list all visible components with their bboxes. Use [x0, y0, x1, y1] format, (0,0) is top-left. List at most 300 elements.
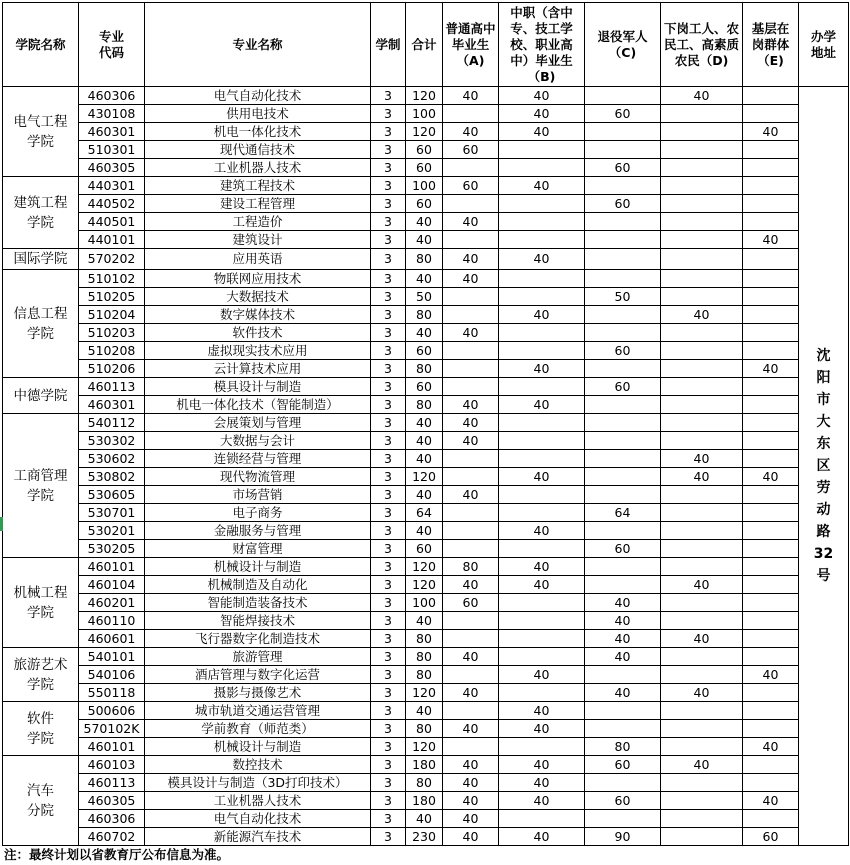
cell-years: 3: [371, 738, 406, 756]
cell-c: [585, 87, 661, 105]
cell-c: [585, 468, 661, 486]
cell-e: [743, 630, 799, 648]
cell-b: 40: [499, 558, 585, 576]
cell-total: 60: [406, 195, 443, 213]
cell-years: 3: [371, 756, 406, 774]
cell-major: 智能焊接技术: [145, 612, 371, 630]
cell-a: 40: [443, 414, 499, 432]
cell-code: 460104: [79, 576, 145, 594]
cell-years: 3: [371, 774, 406, 792]
cell-e: [743, 288, 799, 306]
cell-major: 电气自动化技术: [145, 810, 371, 828]
college-name: 电气工程学院: [3, 87, 79, 177]
cell-d: 40: [661, 468, 743, 486]
cell-major: 机电一体化技术（智能制造）: [145, 396, 371, 414]
cell-e: [743, 702, 799, 720]
cell-e: [743, 414, 799, 432]
cell-c: [585, 720, 661, 738]
cell-total: 40: [406, 270, 443, 288]
cell-b: 40: [499, 306, 585, 324]
cell-c: 50: [585, 288, 661, 306]
cell-c: [585, 576, 661, 594]
cell-e: [743, 594, 799, 612]
cell-total: 120: [406, 87, 443, 105]
table-row: [3, 792, 849, 810]
table-body: [3, 87, 849, 846]
cell-b: [499, 738, 585, 756]
cell-major: 金融服务与管理: [145, 522, 371, 540]
cell-b: [499, 432, 585, 450]
cell-b: [499, 450, 585, 468]
cell-years: 3: [371, 306, 406, 324]
cell-b: [499, 504, 585, 522]
cell-years: 3: [371, 720, 406, 738]
cell-c: [585, 249, 661, 270]
cell-code: 510204: [79, 306, 145, 324]
cell-b: [499, 288, 585, 306]
cell-d: [661, 324, 743, 342]
cell-d: [661, 504, 743, 522]
table-row: [3, 810, 849, 828]
cell-years: 3: [371, 594, 406, 612]
cell-d: [661, 414, 743, 432]
cell-years: 3: [371, 123, 406, 141]
cell-c: 60: [585, 342, 661, 360]
cell-e: [743, 195, 799, 213]
table-row: [3, 249, 849, 270]
cell-total: 64: [406, 504, 443, 522]
cell-code: 460301: [79, 396, 145, 414]
table-row: [3, 684, 849, 702]
cell-total: 50: [406, 288, 443, 306]
cell-code: 430108: [79, 105, 145, 123]
cell-a: 40: [443, 720, 499, 738]
cell-e: [743, 612, 799, 630]
table-row: [3, 828, 849, 846]
cell-d: [661, 792, 743, 810]
header-e: 基层在岗群体（E): [743, 3, 799, 87]
cell-d: [661, 270, 743, 288]
cell-code: 530605: [79, 486, 145, 504]
cell-a: [443, 666, 499, 684]
cell-c: 80: [585, 738, 661, 756]
table-row: [3, 540, 849, 558]
table-row: [3, 720, 849, 738]
cell-years: 3: [371, 396, 406, 414]
cell-code: 570102K: [79, 720, 145, 738]
cell-e: [743, 342, 799, 360]
table-row: [3, 468, 849, 486]
cell-b: [499, 594, 585, 612]
cell-code: 460601: [79, 630, 145, 648]
cell-years: 3: [371, 828, 406, 846]
cell-d: [661, 666, 743, 684]
cell-total: 40: [406, 432, 443, 450]
cell-d: [661, 702, 743, 720]
cell-code: 460113: [79, 378, 145, 396]
cell-a: 40: [443, 270, 499, 288]
cell-major: 应用英语: [145, 249, 371, 270]
table-row: [3, 105, 849, 123]
cell-years: 3: [371, 792, 406, 810]
cell-major: 连锁经营与管理: [145, 450, 371, 468]
cell-b: [499, 612, 585, 630]
cell-b: 40: [499, 249, 585, 270]
table-row: [3, 123, 849, 141]
cell-c: 60: [585, 195, 661, 213]
cell-b: [499, 270, 585, 288]
cell-years: 3: [371, 522, 406, 540]
cell-code: 510206: [79, 360, 145, 378]
cell-major: 机械设计与制造: [145, 738, 371, 756]
cell-a: 40: [443, 432, 499, 450]
cell-major: 学前教育（师范类）: [145, 720, 371, 738]
cell-c: [585, 432, 661, 450]
cell-years: 3: [371, 324, 406, 342]
cell-e: [743, 159, 799, 177]
cell-total: 40: [406, 213, 443, 231]
cell-d: [661, 177, 743, 195]
cell-major: 市场营销: [145, 486, 371, 504]
cell-code: 460101: [79, 558, 145, 576]
cell-code: 460306: [79, 810, 145, 828]
cell-d: [661, 288, 743, 306]
cell-total: 40: [406, 486, 443, 504]
cell-c: [585, 450, 661, 468]
cell-d: 40: [661, 450, 743, 468]
table-row: [3, 612, 849, 630]
cell-e: [743, 684, 799, 702]
address-cell: 沈阳市大东区劳动路32号: [799, 87, 849, 846]
cell-years: 3: [371, 432, 406, 450]
header-major: 专业名称: [145, 3, 371, 87]
cell-c: [585, 522, 661, 540]
table-row: [3, 324, 849, 342]
cell-total: 80: [406, 774, 443, 792]
cell-major: 飞行器数字化制造技术: [145, 630, 371, 648]
table-row: [3, 195, 849, 213]
cell-e: [743, 558, 799, 576]
cell-b: [499, 540, 585, 558]
cell-a: [443, 195, 499, 213]
college-name: 信息工程学院: [3, 270, 79, 378]
cell-total: 120: [406, 738, 443, 756]
cell-code: 510102: [79, 270, 145, 288]
cell-b: 40: [499, 792, 585, 810]
cell-major: 工业机器人技术: [145, 159, 371, 177]
cell-total: 60: [406, 141, 443, 159]
table-row: [3, 342, 849, 360]
cell-years: 3: [371, 342, 406, 360]
cell-d: 40: [661, 684, 743, 702]
cell-a: 40: [443, 486, 499, 504]
cell-years: 3: [371, 360, 406, 378]
cell-major: 数控技术: [145, 756, 371, 774]
cell-code: 510205: [79, 288, 145, 306]
table-row: [3, 648, 849, 666]
cell-e: [743, 486, 799, 504]
cell-code: 460305: [79, 159, 145, 177]
cell-a: [443, 504, 499, 522]
cell-c: 40: [585, 594, 661, 612]
cell-c: 40: [585, 648, 661, 666]
cell-years: 3: [371, 540, 406, 558]
cell-code: 460301: [79, 123, 145, 141]
cell-b: [499, 324, 585, 342]
cell-b: [499, 414, 585, 432]
cell-b: 40: [499, 576, 585, 594]
cell-total: 180: [406, 792, 443, 810]
cell-major: 机械制造及自动化: [145, 576, 371, 594]
cell-d: [661, 558, 743, 576]
cell-major: 模具设计与制造（3D打印技术）: [145, 774, 371, 792]
cell-years: 3: [371, 648, 406, 666]
cell-code: 500606: [79, 702, 145, 720]
table-row: [3, 666, 849, 684]
college-name: 国际学院: [3, 249, 79, 270]
cell-code: 460201: [79, 594, 145, 612]
table-row: [3, 576, 849, 594]
cell-c: [585, 774, 661, 792]
cell-total: 120: [406, 558, 443, 576]
cell-e: [743, 432, 799, 450]
college-name: 中德学院: [3, 378, 79, 414]
cell-c: 90: [585, 828, 661, 846]
cell-b: [499, 630, 585, 648]
cell-years: 3: [371, 270, 406, 288]
cell-code: 510301: [79, 141, 145, 159]
cell-a: [443, 360, 499, 378]
cell-a: 40: [443, 396, 499, 414]
cell-code: 460110: [79, 612, 145, 630]
cell-d: [661, 738, 743, 756]
cell-major: 虚拟现实技术应用: [145, 342, 371, 360]
cell-d: [661, 105, 743, 123]
row-marker: [0, 517, 3, 531]
cell-a: 40: [443, 123, 499, 141]
cell-a: [443, 738, 499, 756]
cell-total: 40: [406, 522, 443, 540]
cell-c: [585, 306, 661, 324]
cell-c: 60: [585, 159, 661, 177]
cell-major: 现代通信技术: [145, 141, 371, 159]
cell-e: [743, 141, 799, 159]
cell-e: [743, 87, 799, 105]
table-row: [3, 213, 849, 231]
college-name: 工商管理学院: [3, 414, 79, 558]
cell-e: 40: [743, 360, 799, 378]
header-c: 退役军人（C): [585, 3, 661, 87]
table-row: [3, 504, 849, 522]
cell-years: 3: [371, 504, 406, 522]
cell-c: 60: [585, 378, 661, 396]
cell-b: [499, 231, 585, 249]
cell-b: [499, 378, 585, 396]
cell-code: 550118: [79, 684, 145, 702]
cell-e: [743, 720, 799, 738]
cell-b: 40: [499, 468, 585, 486]
table-row: [3, 450, 849, 468]
cell-c: [585, 666, 661, 684]
cell-years: 3: [371, 195, 406, 213]
cell-major: 物联网应用技术: [145, 270, 371, 288]
table-row: [3, 558, 849, 576]
cell-d: [661, 828, 743, 846]
cell-total: 120: [406, 468, 443, 486]
table-row: [3, 360, 849, 378]
cell-b: 40: [499, 177, 585, 195]
cell-c: [585, 558, 661, 576]
cell-a: [443, 612, 499, 630]
cell-e: [743, 576, 799, 594]
cell-total: 100: [406, 105, 443, 123]
cell-a: 40: [443, 576, 499, 594]
cell-d: [661, 360, 743, 378]
cell-c: 40: [585, 612, 661, 630]
cell-total: 120: [406, 123, 443, 141]
cell-years: 3: [371, 450, 406, 468]
cell-e: [743, 213, 799, 231]
cell-e: [743, 540, 799, 558]
cell-e: [743, 270, 799, 288]
cell-a: [443, 702, 499, 720]
cell-a: 40: [443, 684, 499, 702]
cell-a: [443, 306, 499, 324]
cell-years: 3: [371, 213, 406, 231]
cell-total: 60: [406, 159, 443, 177]
cell-major: 酒店管理与数字化运营: [145, 666, 371, 684]
cell-b: 40: [499, 774, 585, 792]
cell-code: 460306: [79, 87, 145, 105]
cell-major: 机电一体化技术: [145, 123, 371, 141]
cell-code: 440301: [79, 177, 145, 195]
cell-e: [743, 756, 799, 774]
table-row: [3, 396, 849, 414]
cell-e: 40: [743, 468, 799, 486]
cell-years: 3: [371, 486, 406, 504]
cell-major: 模具设计与制造: [145, 378, 371, 396]
cell-major: 智能制造装备技术: [145, 594, 371, 612]
cell-major: 旅游管理: [145, 648, 371, 666]
cell-years: 3: [371, 468, 406, 486]
cell-c: 40: [585, 630, 661, 648]
cell-years: 3: [371, 231, 406, 249]
cell-code: 440502: [79, 195, 145, 213]
table-row: [3, 414, 849, 432]
cell-code: 460305: [79, 792, 145, 810]
cell-total: 40: [406, 324, 443, 342]
cell-d: [661, 195, 743, 213]
cell-e: [743, 177, 799, 195]
cell-total: 80: [406, 666, 443, 684]
cell-a: 80: [443, 558, 499, 576]
cell-a: [443, 231, 499, 249]
cell-b: [499, 486, 585, 504]
cell-e: [743, 378, 799, 396]
cell-d: [661, 231, 743, 249]
cell-total: 80: [406, 720, 443, 738]
cell-c: [585, 702, 661, 720]
cell-code: 570202: [79, 249, 145, 270]
cell-d: [661, 342, 743, 360]
cell-code: 530802: [79, 468, 145, 486]
cell-c: [585, 123, 661, 141]
cell-major: 工业机器人技术: [145, 792, 371, 810]
table-row: [3, 231, 849, 249]
cell-b: 40: [499, 87, 585, 105]
cell-total: 80: [406, 630, 443, 648]
cell-years: 3: [371, 702, 406, 720]
cell-major: 工程造价: [145, 213, 371, 231]
cell-a: 40: [443, 648, 499, 666]
cell-d: [661, 432, 743, 450]
cell-e: 40: [743, 123, 799, 141]
cell-code: 460103: [79, 756, 145, 774]
enrollment-plan-table: [2, 2, 849, 846]
cell-major: 建设工程管理: [145, 195, 371, 213]
cell-major: 财富管理: [145, 540, 371, 558]
cell-years: 3: [371, 249, 406, 270]
cell-a: [443, 159, 499, 177]
cell-years: 3: [371, 414, 406, 432]
cell-code: 530602: [79, 450, 145, 468]
cell-years: 3: [371, 177, 406, 195]
cell-total: 40: [406, 810, 443, 828]
cell-d: [661, 249, 743, 270]
table-row: [3, 288, 849, 306]
table-row: [3, 522, 849, 540]
cell-c: [585, 486, 661, 504]
cell-a: 40: [443, 249, 499, 270]
cell-e: [743, 504, 799, 522]
cell-total: 80: [406, 360, 443, 378]
cell-a: [443, 540, 499, 558]
cell-d: [661, 141, 743, 159]
table-row: [3, 738, 849, 756]
header-years: 学制: [371, 3, 406, 87]
cell-a: 40: [443, 213, 499, 231]
cell-major: 建筑工程技术: [145, 177, 371, 195]
college-name: 机械工程学院: [3, 558, 79, 648]
cell-total: 180: [406, 756, 443, 774]
table-row: [3, 630, 849, 648]
cell-e: [743, 324, 799, 342]
cell-total: 40: [406, 702, 443, 720]
cell-e: [743, 306, 799, 324]
cell-d: 40: [661, 306, 743, 324]
cell-b: 40: [499, 360, 585, 378]
cell-c: [585, 270, 661, 288]
cell-b: 40: [499, 105, 585, 123]
cell-a: [443, 630, 499, 648]
cell-major: 大数据技术: [145, 288, 371, 306]
cell-e: [743, 396, 799, 414]
cell-e: 40: [743, 666, 799, 684]
cell-d: [661, 774, 743, 792]
cell-d: [661, 123, 743, 141]
cell-major: 数字媒体技术: [145, 306, 371, 324]
header-total: 合计: [406, 3, 443, 87]
cell-c: 60: [585, 540, 661, 558]
table-row: [3, 432, 849, 450]
cell-code: 530201: [79, 522, 145, 540]
table-row: [3, 159, 849, 177]
cell-code: 510203: [79, 324, 145, 342]
table-row: [3, 306, 849, 324]
cell-b: 40: [499, 828, 585, 846]
cell-a: 60: [443, 594, 499, 612]
cell-major: 供用电技术: [145, 105, 371, 123]
